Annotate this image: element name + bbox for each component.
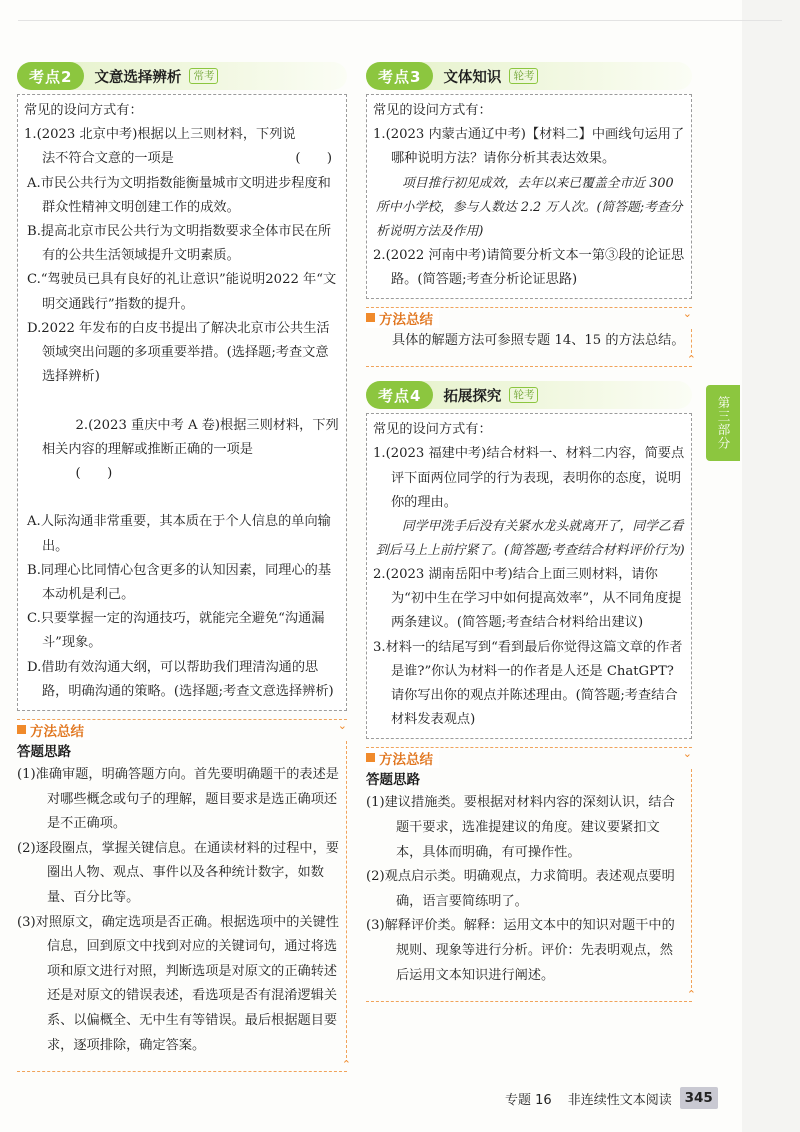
chevron-up-icon: ⌃	[686, 988, 696, 1002]
method-mid-footer	[366, 353, 696, 367]
kp2-q1-option-a: A.市民公共行为文明指数能衡量城市文明进步程度和群众性精神文明创建工作的成效。	[27, 175, 331, 215]
method-left-label	[17, 720, 90, 740]
kp2-q2-option-c: C.只要掌握一定的沟通技巧，就能完全避免“沟通漏斗”现象。	[27, 611, 325, 651]
kp4-question-box	[366, 413, 692, 739]
kp2-q2-option-a: A.人际沟通非常重要，其本质在于个人信息的单向输出。	[27, 514, 331, 554]
method-right-body	[366, 769, 692, 988]
section-side-tab: 第三部分	[706, 385, 740, 461]
method-left-step-1: (1)准确审题，明确答题方向。首先要明确题干的表述是对哪些概念或句子的理解，题目要求是选正确项还是不正确项。	[17, 767, 339, 832]
kp2-q1-stem: 法不符合文意的一项是	[42, 151, 174, 167]
method-left-step-2: (2)逐段圈点，掌握关键信息。在通读材料的过程中，要圈出人物、观点、事件以及各种统计数字，如数量、百分比等。	[17, 840, 339, 906]
page-margin-strip	[742, 0, 800, 1132]
kp2-q1-option-c: C.“驾驶员已具有良好的礼让意识”能说明2022 年“文明交通践行”指数的提升。	[27, 272, 337, 312]
footer-topic-name: 非连续性文本阅读	[567, 1092, 672, 1108]
method-mid-label-text: 方法总结	[379, 311, 433, 328]
kp2-q2-option-d: D.借助有效沟通大纲，可以帮助我们理清沟通的思路，明确沟通的策略。(选择题;考查文意选择辨析)	[27, 659, 334, 699]
footer-topic: 专题 16	[505, 1092, 552, 1108]
right-column	[366, 62, 696, 1002]
kp3-header	[366, 62, 692, 90]
method-left-body	[17, 741, 347, 1058]
kp2-q1-option-d: D.2022 年发布的白皮书提出了解决北京市公共生活领域突出问题的多项重要举措。(选择题;考查文意选择辨析)	[27, 320, 330, 385]
kp3-q1: 1.(2023 内蒙古通辽中考)【材料二】中画线句运用了哪种说明方法？请你分析其表达效果。	[373, 127, 685, 167]
kp4-q3: 3.材料一的结尾写到“看到最后你觉得这篇文章的作者是谁?”你认为材料一的作者是人还是 ChatGPT? 请你写出你的观点并陈述理由。(简答题;考查结合材料发表观点)	[373, 639, 683, 728]
method-mid-header	[366, 307, 692, 329]
kp3-title: 文体知识	[443, 69, 502, 86]
kp4-title: 拓展探究	[443, 388, 502, 405]
kp4-q1-quote: 同学甲洗手后没有关紧水龙头就离开了，同学乙看到后马上上前拧紧了。(简答题;考查结合材料评价行为)	[376, 519, 685, 559]
method-right-footer	[366, 988, 696, 1002]
kp2-q2-option-b: B.同理心比同情心包含更多的认知因素，同理心的基本动机是利己。	[27, 562, 332, 603]
kp4-badge: 轮考	[509, 387, 538, 403]
kp2-q1-line2	[24, 147, 340, 171]
kp2-intro: 常见的设问方式有：	[24, 103, 143, 118]
method-right-step-1: (1)建议措施类。要根据对材料内容的深刻认识，结合题干要求，选准提建议的角度。建议要紧扣文本，具体而明确，有可操作性。	[366, 795, 675, 860]
method-right-step-3: (3)解释评价类。解释：运用文本中的知识对题干中的规则、现象等进行分析。评价：先表明观点，然后运用文本知识进行阐述。	[366, 918, 675, 983]
method-right-header	[366, 747, 692, 769]
kp2-header	[17, 62, 347, 90]
method-left-answer-title: 答题思路	[17, 744, 71, 761]
method-mid-body	[366, 329, 692, 353]
kp2-tag: 考点2	[17, 62, 84, 90]
method-mid-label	[366, 308, 439, 328]
kp3-badge: 轮考	[509, 68, 538, 84]
top-rule	[18, 20, 782, 21]
kp2-q2-head	[24, 389, 340, 510]
kp2-badge: 常考	[189, 68, 218, 84]
kp2-q1-option-b: B.提高北京市民公共行为文明指数要求全体市民在所有的公共生活领域提升文明素质。	[27, 224, 332, 264]
kp4-tag: 考点4	[366, 381, 433, 409]
kp2-question-box	[17, 94, 347, 711]
method-left-header	[17, 719, 347, 741]
kp3-question-box	[366, 94, 692, 299]
method-left-label-text: 方法总结	[30, 723, 84, 740]
page-number: 345	[680, 1087, 718, 1109]
kp4-header	[366, 381, 692, 409]
square-icon	[366, 313, 375, 322]
kp2-q1-paren: ( )	[295, 151, 332, 167]
kp3-q2: 2.(2022 河南中考)请简要分析文本一第③段的论证思路。(简答题;考查分析论证思路)	[373, 247, 685, 287]
chevron-up-icon: ⌃	[686, 353, 696, 367]
kp3-intro: 常见的设问方式有：	[373, 103, 492, 118]
method-mid-text: 具体的解题方法可参照专题 14、15 的方法总结。	[392, 333, 685, 349]
chevron-down-icon: ⌄	[337, 719, 347, 733]
method-right-answer-title: 答题思路	[366, 772, 420, 789]
left-column	[17, 62, 351, 1072]
method-right-step-2: (2)观点启示类。明确观点，力求简明。表述观点要明确，语言要简练明了。	[366, 869, 675, 909]
kp3-q1-quote: 项目推行初见成效，去年以来已覆盖全市近 300 所中小学校，参与人数达 2.2 万人次。(简答题;考查分析说明方法及作用)	[376, 175, 683, 239]
method-left-footer	[17, 1058, 351, 1072]
kp2-title: 文意选择辨析	[94, 69, 182, 86]
method-left-step-3: (3)对照原文，确定选项是否正确。根据选项中的关键性信息，回到原文中找到对应的关键词句，通过将选项和原文进行对照，判断选项是对原文的正确转述还是对原文的错误表述，看选项是否有混淆逻辑关系、以偏概全、无中生有等错误。最后根据题目要求，逐项排除，确定答案。	[17, 914, 339, 1053]
kp4-intro: 常见的设问方式有：	[373, 422, 492, 438]
method-right-label	[366, 748, 439, 768]
kp2-q1-head: 1.(2023 北京中考)根据以上三则材料，下列说	[24, 127, 296, 143]
kp4-q1: 1.(2023 福建中考)结合材料一、材料二内容，简要点评下面两位同学的行为表现，表明你的态度，说明你的理由。	[373, 446, 685, 510]
chevron-down-icon: ⌄	[682, 747, 692, 761]
kp3-tag: 考点3	[366, 62, 433, 90]
method-right-label-text: 方法总结	[379, 751, 433, 768]
kp2-q2-paren: ( )	[75, 466, 113, 482]
kp2-q2-stem: 2.(2023 重庆中考 A 卷)根据三则材料，下列相关内容的理解或推断正确的一项是	[42, 417, 339, 457]
page-footer	[505, 1085, 718, 1111]
chevron-down-icon: ⌄	[682, 307, 692, 321]
square-icon	[366, 753, 375, 762]
square-icon	[17, 725, 26, 734]
chevron-up-icon: ⌃	[341, 1058, 351, 1072]
kp4-q2: 2.(2023 湖南岳阳中考)结合上面三则材料，请你为“初中生在学习中如何提高效率”，从不同角度提两条建议。(简答题;考查结合材料给出建议)	[373, 567, 682, 631]
